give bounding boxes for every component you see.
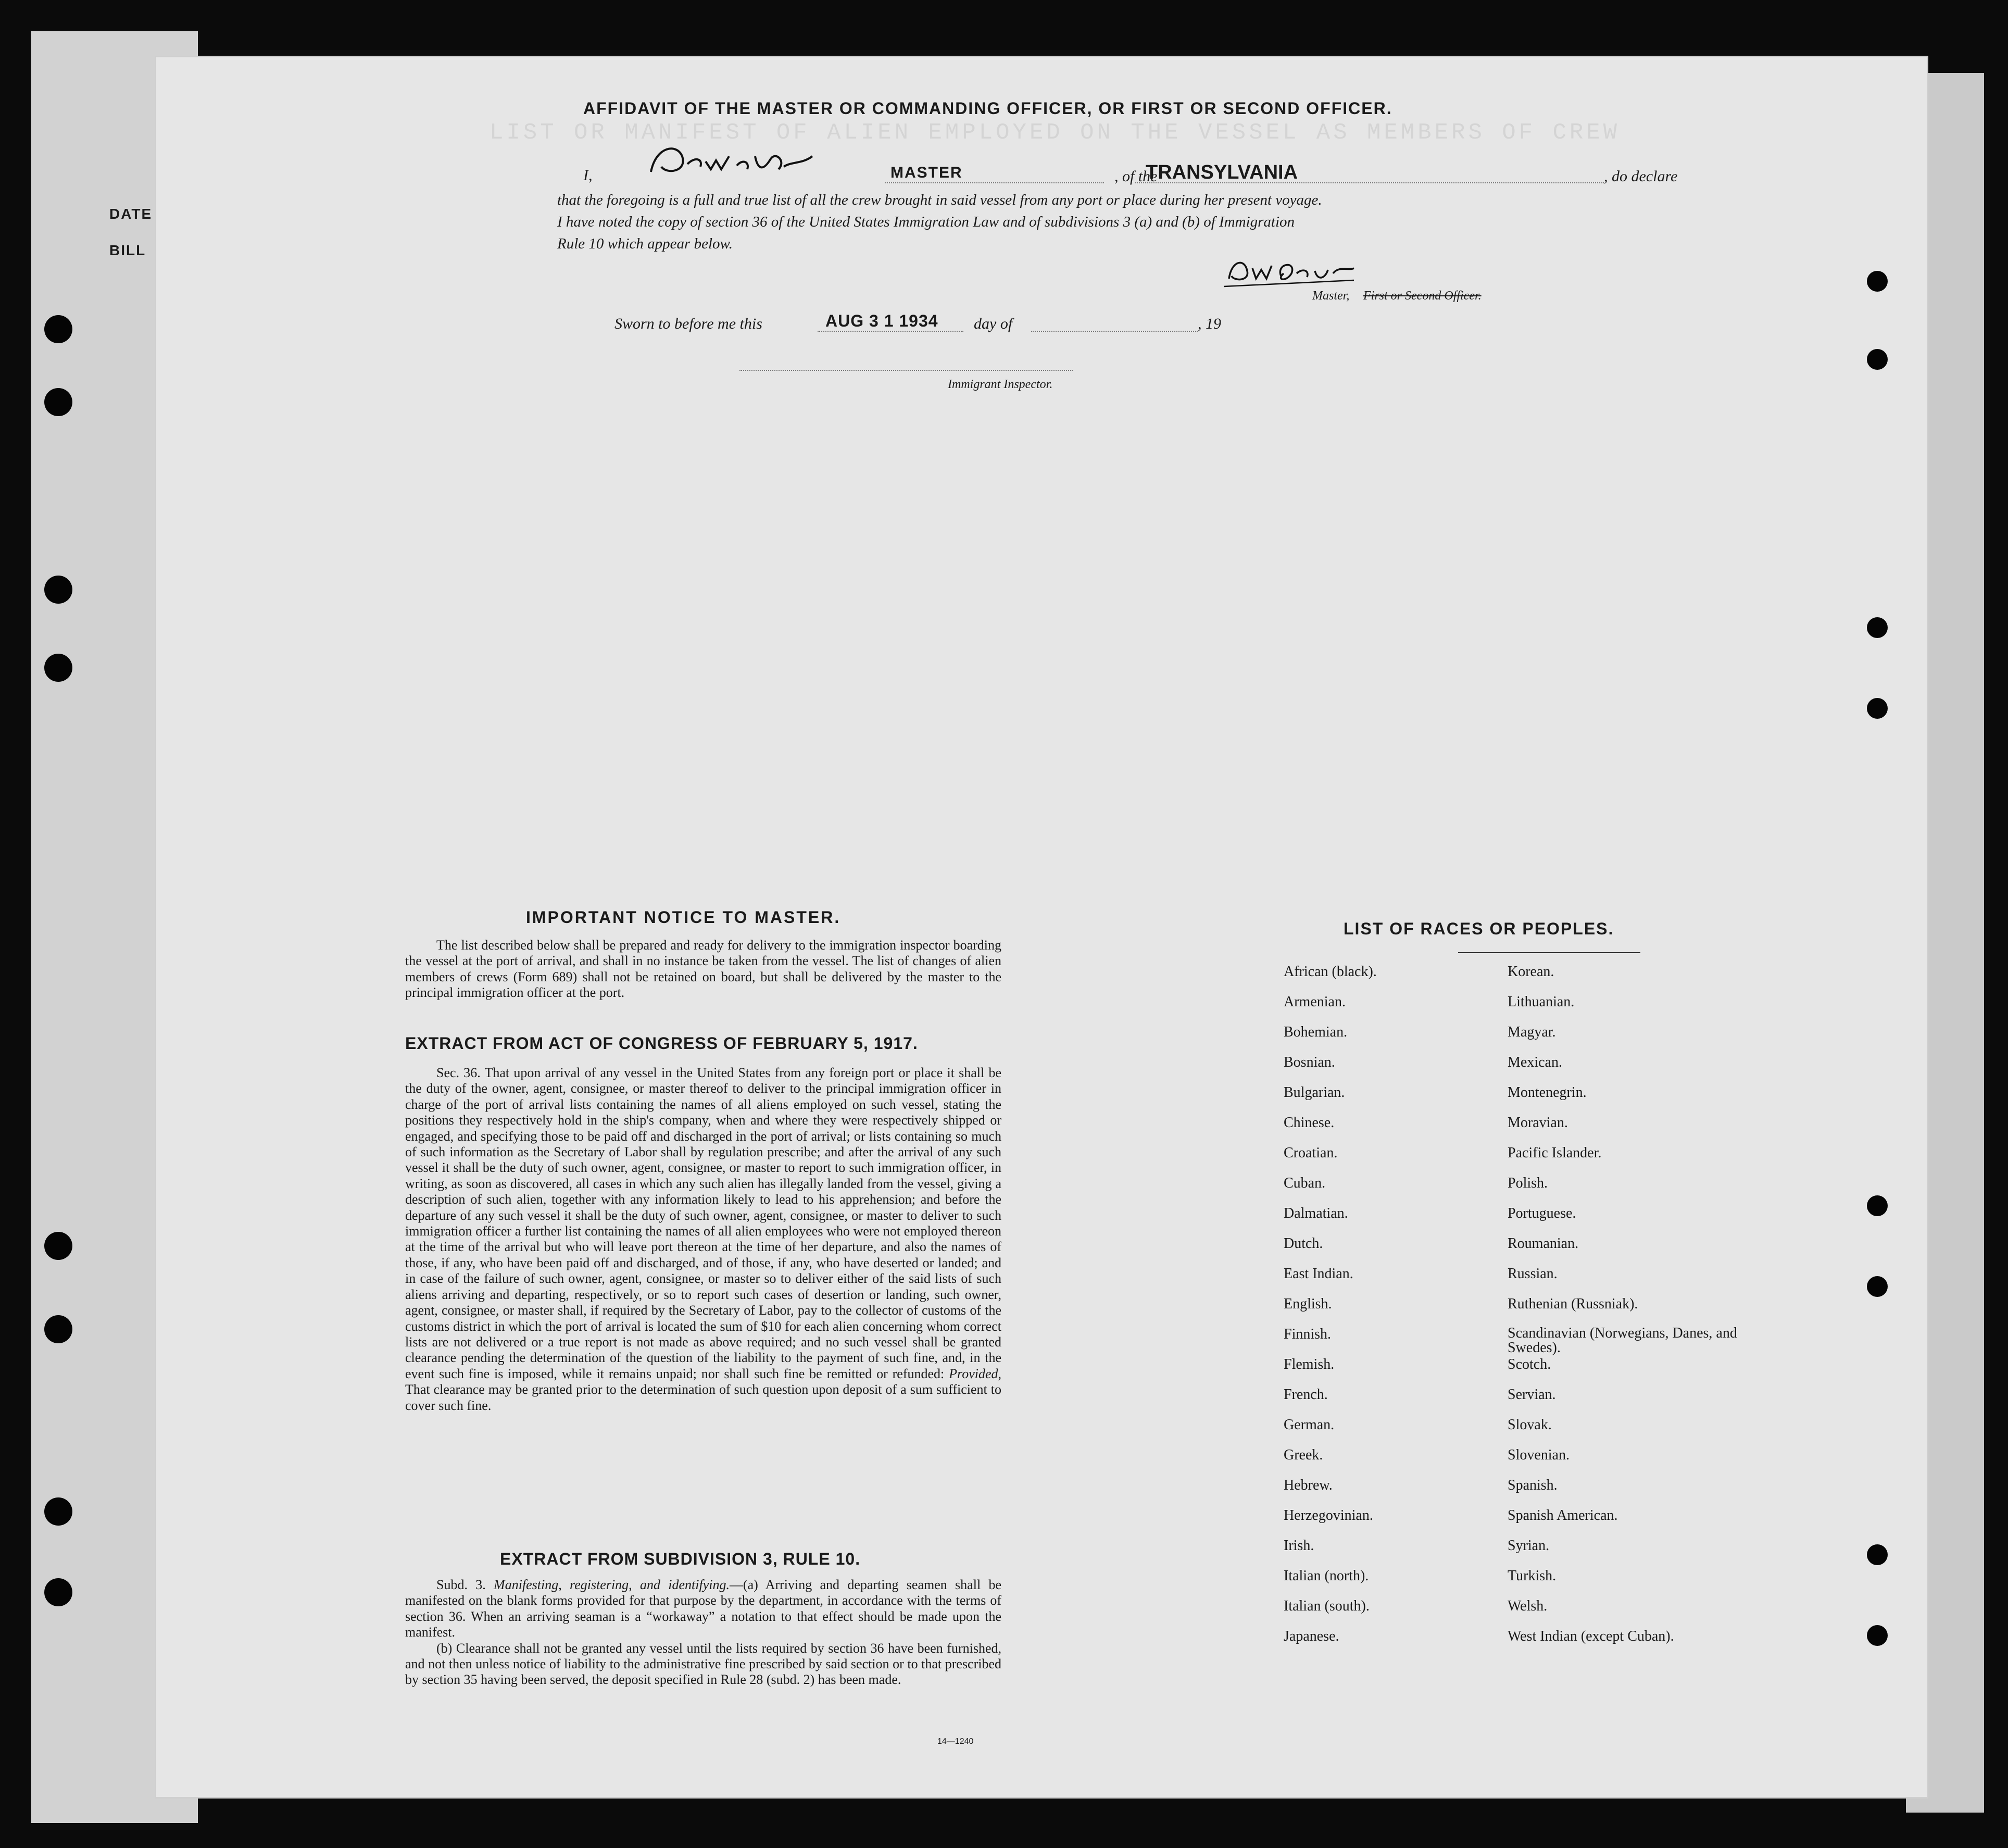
inspector-label: Immigrant Inspector. [948, 378, 1053, 391]
binder-hole [1867, 1544, 1888, 1565]
race-item: Bosnian. [1284, 1054, 1335, 1070]
race-item: German. [1284, 1417, 1335, 1433]
date-line [818, 331, 963, 332]
race-item: Mexican. [1508, 1054, 1562, 1070]
role-line [885, 182, 1104, 183]
inspector-line [739, 370, 1073, 371]
notice-title: IMPORTANT NOTICE TO MASTER. [526, 908, 841, 927]
declaration-line-3: I have noted the copy of section 36 of the United States Immigration Law and of subdivisions 3 (a) and (b) of Immigration [557, 214, 1295, 230]
race-item: Armenian. [1284, 994, 1346, 1010]
left-margin-date: DATE [109, 206, 153, 222]
race-item: Syrian. [1508, 1538, 1550, 1554]
race-item: Servian. [1508, 1387, 1556, 1403]
binder-hole [1867, 617, 1888, 638]
binder-hole [1867, 698, 1888, 719]
act-paragraph [405, 1065, 1001, 1414]
binder-hole [1867, 1195, 1888, 1216]
race-item: Russian. [1508, 1266, 1558, 1282]
race-item: Croatian. [1284, 1145, 1338, 1161]
race-item: French. [1284, 1387, 1328, 1403]
race-item: Scandinavian (Norwegians, Danes, and Swedes). [1508, 1325, 1737, 1356]
race-item: Spanish American. [1508, 1507, 1618, 1524]
race-item: Irish. [1284, 1538, 1314, 1554]
races-right-column [1508, 964, 1778, 1658]
race-item: Portuguese. [1508, 1205, 1576, 1221]
officer-signature [1224, 250, 1359, 292]
race-item: African (black). [1284, 964, 1377, 980]
binder-hole [44, 1497, 72, 1526]
sworn-prefix: Sworn to before me this [614, 315, 762, 332]
race-item: Montenegrin. [1508, 1084, 1587, 1101]
month-line [1031, 331, 1198, 332]
binder-hole [1867, 349, 1888, 370]
rule-body [405, 1577, 1001, 1688]
races-title: LIST OF RACES OR PEOPLES. [1344, 919, 1614, 938]
notice-body [405, 938, 1001, 1001]
day-of-label: day of [974, 315, 1013, 332]
rule-title: EXTRACT FROM SUBDIVISION 3, RULE 10. [500, 1550, 861, 1568]
binder-hole [44, 654, 72, 682]
manifest-page [156, 57, 1927, 1797]
notice-text: The list described below shall be prepared and ready for delivery to the immigration inspector boarding the vessel at the port of arrival, and shall in no instance be taken from the vessel. The list of changes of alien members of crews (Form 689) shall not be retained on board, but shall be delivered by the master to the principal immigration officer at the port. [405, 938, 1001, 1001]
vessel-line [1135, 182, 1604, 183]
race-item: English. [1284, 1296, 1332, 1312]
affidavit-title: AFFIDAVIT OF THE MASTER OR COMMANDING OFFICER, OR FIRST OR SECOND OFFICER. [583, 99, 1392, 118]
binder-hole [44, 315, 72, 343]
race-item: Hebrew. [1284, 1477, 1333, 1493]
binder-hole [1867, 271, 1888, 292]
race-item: Slovak. [1508, 1417, 1552, 1433]
rule-subd-title: Manifesting, registering, and identifying. [494, 1577, 730, 1592]
race-item: Pacific Islander. [1508, 1145, 1602, 1161]
race-item: Japanese. [1284, 1628, 1339, 1644]
binder-hole [44, 1232, 72, 1260]
race-item: Herzegovinian. [1284, 1507, 1373, 1524]
binder-hole [44, 1315, 72, 1343]
race-item: Bohemian. [1284, 1024, 1348, 1040]
bleed-through-ghost: LIST OR MANIFEST OF ALIEN EMPLOYED ON THE VESSEL AS MEMBERS OF CREW [490, 120, 1621, 146]
race-item: Moravian. [1508, 1115, 1568, 1131]
vessel-name: TRANSYLVANIA [1146, 161, 1298, 183]
rule-paragraph-a [405, 1577, 1001, 1641]
race-item: East Indian. [1284, 1266, 1353, 1282]
rule-b-text: Clearance shall not be granted any vessel until the lists required by section 36 have been furnished, and not then unless notice of liability to the administrative fine prescribed by said section or to that prescribed by section 35 having been served, the deposit specified in Rule 28 (subd. 2) has been made. [405, 1640, 1002, 1688]
race-item: Roumanian. [1508, 1235, 1579, 1252]
rule-a-text: —(a) Arriving and departing seamen shall be manifested on the blank forms provided for that purpose by the department, in accordance with the terms of section 36. When an arriving seaman is a “workaway” a notation to that effect should be made upon the manifest. [405, 1577, 1001, 1640]
sworn-date-stamp: AUG 3 1 1934 [825, 311, 938, 330]
left-margin-bill: BILL [109, 242, 146, 258]
act-text: That upon arrival of any vessel in the United States from any foreign port or place it shall be the duty of the owner, agent, consignee, or master thereof to deliver to the principal immigration officer in charge of the port of arrival lists containing the names of all aliens employed on such vessel, stating the positions they respectively hold in the ship's company, when and where they were respectively shipped or engaged, and specifying those to be paid off and discharged in the port of arrival; or lists containing so much of such information as the Secretary of Labor shall by regulation prescribe; and after the arrival of any such vessel it shall be the duty of such owner, agent, consignee, or master to report to such immigration officer, in writing, as soon as discovered, all cases in which any such alien has illegally landed from the vessel, giving a description of such alien, together with any information likely to lead to his apprehension; and before the departure of any such vessel it shall be the duty of such owner, agent, consignee, or master to deliver to such immigration officer a further list containing the names of all alien employees who were not employed thereon at the time of the arrival but who will leave port thereon at the time of her departure, and also the names of those, if any, who have been paid off and discharged, and of those, if any, who have deserted or landed; and in case of the failure of such owner, agent, consignee, or master so to deliver either of the said lists of such aliens arriving and departing, respectively, or so to report such cases of desertion or landing, such owner, agent, consignee, or master shall, if required by the Secretary of Labor, pay to the collector of customs of the customs district in which the port of arrival is located the sum of $10 for each alien concerning whom correct lists are not delivered or a true report is not made as above required; and no such vessel shall be granted clearance pending the determination of the question of the liability to the payment of such fine, and, in the event such fine is imposed, while it remains unpaid; nor shall such fine be remitted or refunded: [405, 1065, 1001, 1381]
race-item: Slovenian. [1508, 1447, 1570, 1463]
race-item: Turkish. [1508, 1568, 1557, 1584]
of-the-label: , of the [1114, 168, 1158, 185]
rule-subd-label: Subd. 3. [436, 1577, 486, 1592]
race-item: Scotch. [1508, 1356, 1551, 1372]
race-item: Chinese. [1284, 1115, 1335, 1131]
race-item: Dalmatian. [1284, 1205, 1348, 1221]
race-item: Magyar. [1508, 1024, 1556, 1040]
race-item: Flemish. [1284, 1356, 1335, 1372]
races-title-underline [1458, 952, 1640, 953]
rule-b-label: (b) [436, 1640, 453, 1656]
binder-hole [44, 576, 72, 604]
year-label: , 19 [1198, 315, 1221, 332]
race-item: Spanish. [1508, 1477, 1558, 1493]
act-section-label: Sec. 36. [436, 1065, 481, 1080]
rule-paragraph-b [405, 1641, 1001, 1688]
race-item: Polish. [1508, 1175, 1548, 1191]
master-label: Master, [1312, 289, 1350, 303]
race-item: West Indian (except Cuban). [1508, 1628, 1674, 1644]
race-item: Dutch. [1284, 1235, 1323, 1252]
master-signature [646, 141, 823, 182]
race-item: Lithuanian. [1508, 994, 1575, 1010]
declaration-line-4: Rule 10 which appear below. [557, 235, 733, 252]
role-label: MASTER [890, 164, 963, 181]
race-item: Korean. [1508, 964, 1554, 980]
race-item: Welsh. [1508, 1598, 1548, 1614]
race-item: Italian (south). [1284, 1598, 1370, 1614]
struck-officer-label: First or Second Officer. [1363, 289, 1482, 303]
act-text-end: That clearance may be granted prior to the determination of such question upon deposit of a sum sufficient to cover such fine. [405, 1382, 1001, 1413]
act-title: EXTRACT FROM ACT OF CONGRESS OF FEBRUARY 5, 1917. [405, 1034, 918, 1053]
binder-hole [44, 1578, 72, 1606]
form-number: 14—1240 [937, 1737, 974, 1746]
i-label: I, [583, 167, 593, 184]
act-proviso: Provided, [949, 1366, 1001, 1381]
binder-hole [1867, 1625, 1888, 1646]
race-item: Finnish. [1284, 1326, 1332, 1342]
race-item: Italian (north). [1284, 1568, 1369, 1584]
act-body [405, 1065, 1001, 1414]
race-item: Bulgarian. [1284, 1084, 1345, 1101]
race-item: Cuban. [1284, 1175, 1326, 1191]
binder-hole [44, 388, 72, 416]
races-left-column [1284, 964, 1377, 1658]
binder-hole [1867, 1276, 1888, 1297]
do-declare-label: , do declare [1604, 168, 1678, 185]
race-item: Ruthenian (Russniak). [1508, 1296, 1638, 1312]
declaration-line-2: that the foregoing is a full and true list of all the crew brought in said vessel from any port or place during her present voyage. [557, 192, 1322, 208]
race-item: Greek. [1284, 1447, 1323, 1463]
